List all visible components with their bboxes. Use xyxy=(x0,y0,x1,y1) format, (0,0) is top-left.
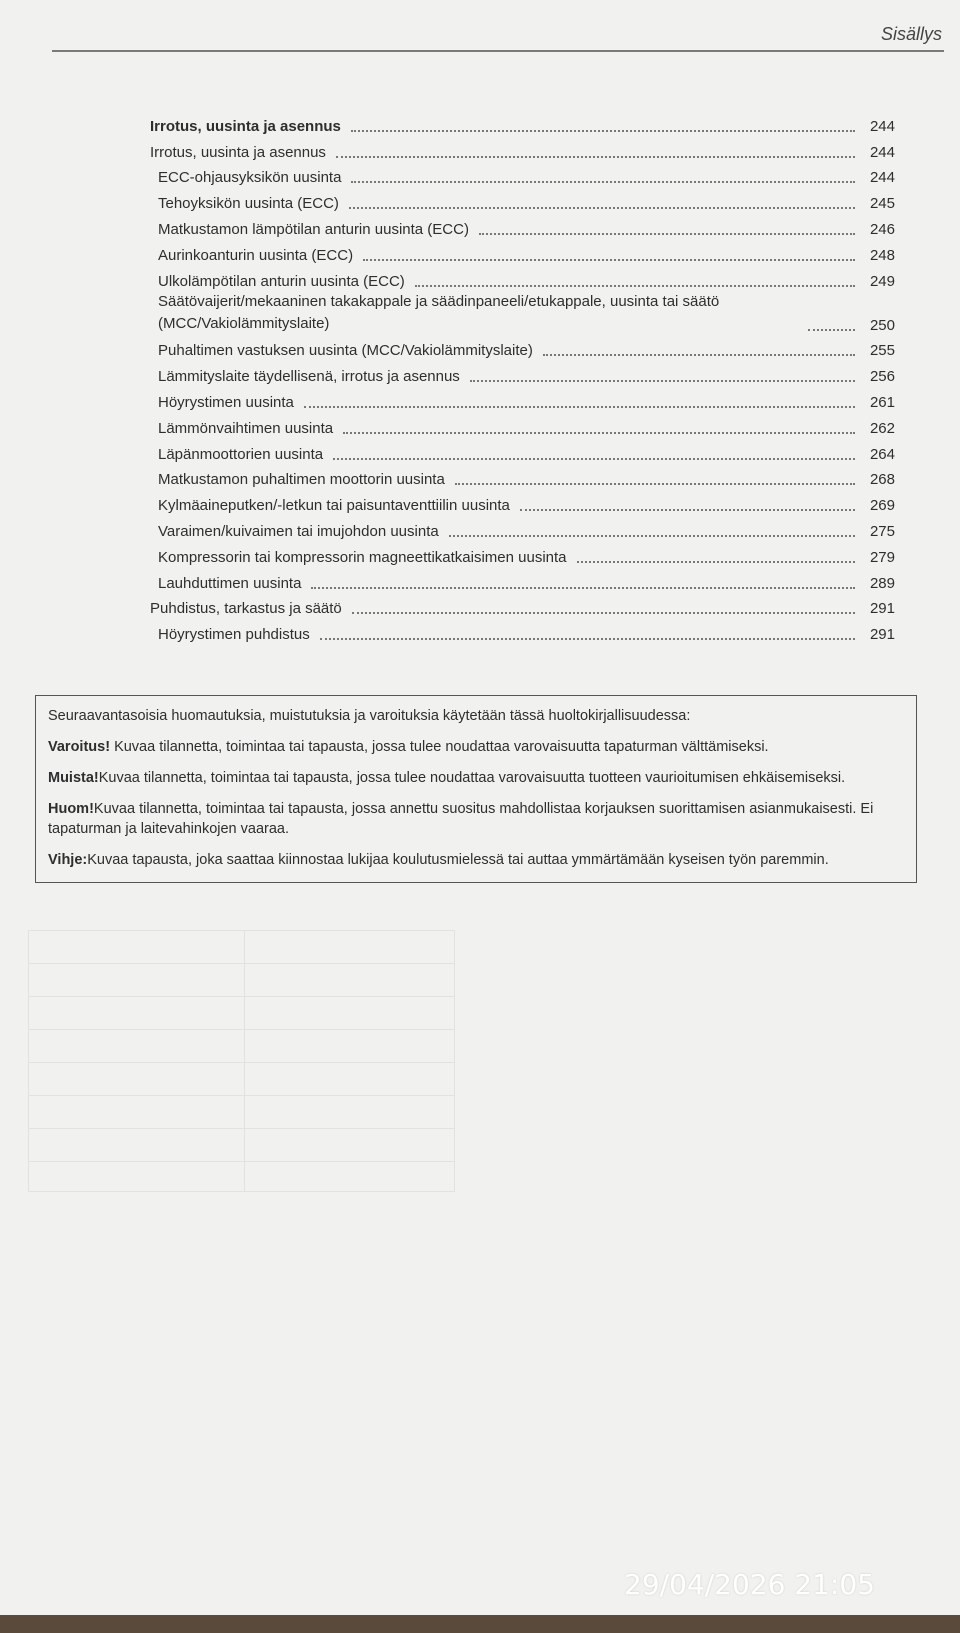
toc-page-number: 245 xyxy=(869,195,895,213)
toc-entry-title: Matkustamon lämpötilan anturin uusinta (ECC) xyxy=(158,220,469,238)
toc-entry xyxy=(150,335,895,361)
toc-dot-leader xyxy=(415,285,855,287)
toc-page-number: 261 xyxy=(869,393,895,411)
toc-page-number: 289 xyxy=(869,574,895,592)
toc-page-number: 248 xyxy=(869,246,895,264)
toc-dot-leader xyxy=(304,406,855,408)
toc-entry xyxy=(150,412,895,438)
toc-entry xyxy=(150,386,895,412)
toc-entry xyxy=(150,162,895,188)
toc-entry-title: Puhdistus, tarkastus ja säätö xyxy=(150,600,342,618)
toc-dot-leader xyxy=(351,181,855,183)
toc-page-number: 268 xyxy=(869,471,895,489)
toc-entry xyxy=(150,489,895,515)
toc-dot-leader xyxy=(543,354,855,356)
toc-entry-title: Aurinkoanturin uusinta (ECC) xyxy=(158,246,354,264)
toc-entry-title: Matkustamon puhaltimen moottorin uusinta xyxy=(158,471,445,489)
toc-entry-title: Kylmäaineputken/-letkun tai paisuntaventtiilin uusinta xyxy=(158,497,510,515)
toc-dot-leader xyxy=(352,612,855,614)
toc-entry-title: Irrotus, uusinta ja asennus xyxy=(150,117,341,135)
toc-entry-title: Varaimen/kuivaimen tai imujohdon uusinta xyxy=(158,522,439,540)
toc-entry-title: Tehoyksikön uusinta (ECC) xyxy=(158,195,339,213)
toc-entry xyxy=(150,593,895,619)
toc-page-number: 291 xyxy=(869,600,895,618)
toc-entry-title: Lauhduttimen uusinta xyxy=(158,574,302,592)
toc-page-number: 250 xyxy=(869,316,895,334)
toc-dot-leader xyxy=(455,483,855,485)
note-warning: Varoitus! Kuvaa tilannetta, toimintaa tai tapausta, jossa tulee noudattaa varovaisuutta tapaturman välttämiseksi. xyxy=(48,739,769,755)
toc-entry xyxy=(150,136,895,162)
toc-entry xyxy=(150,567,895,593)
note-attention: Huom!Kuvaa tilannetta, toimintaa tai tapausta, jossa annettu suositus mahdollistaa korjauksen suorittamisen asianmukaisesti. Ei tapaturman ja laitevahinkojen vaaraa. xyxy=(48,801,874,837)
toc-dot-leader xyxy=(449,535,855,537)
page-header-title: Sisällys xyxy=(880,24,942,44)
toc-dot-leader xyxy=(577,561,855,563)
toc-entry xyxy=(150,360,895,386)
toc-dot-leader xyxy=(363,259,855,261)
toc-dot-leader xyxy=(808,329,855,331)
photo-timestamp: 29/04/2026 21:05 xyxy=(624,1568,875,1601)
toc-entry xyxy=(150,438,895,464)
toc-entry-title: ECC-ohjausyksikön uusinta xyxy=(158,169,342,187)
toc-page-number: 291 xyxy=(869,626,895,644)
toc-entry xyxy=(150,291,895,335)
toc-entry xyxy=(150,213,895,239)
toc-entry-title: Lämmityslaite täydellisenä, irrotus ja asennus xyxy=(158,368,460,386)
toc-entry xyxy=(150,187,895,213)
toc-entry-title: Läpänmoottorien uusinta xyxy=(158,445,324,463)
note-remember: Muista!Kuvaa tilannetta, toimintaa tai tapausta, jossa tulee noudattaa varovaisuutta tuotteen vaurioitumisen ehkäisemiseksi. xyxy=(48,770,846,786)
toc-entry-title: Ulkolämpötilan anturin uusinta (ECC) xyxy=(158,272,405,290)
toc-entry-title: Irrotus, uusinta ja asennus xyxy=(150,143,326,161)
toc-page-number: 262 xyxy=(869,419,895,437)
table-of-contents xyxy=(150,110,895,644)
faint-show-through-table xyxy=(28,930,455,1192)
toc-entry xyxy=(150,515,895,541)
toc-entry-title: Höyrystimen puhdistus xyxy=(158,626,310,644)
toc-dot-leader xyxy=(479,233,855,235)
toc-page-number: 269 xyxy=(869,497,895,515)
header-rule xyxy=(52,50,944,52)
toc-page-number: 256 xyxy=(869,368,895,386)
toc-dot-leader xyxy=(320,638,855,640)
toc-page-number: 246 xyxy=(869,220,895,238)
desk-edge xyxy=(0,1615,960,1633)
toc-page-number: 255 xyxy=(869,342,895,360)
toc-entry xyxy=(150,618,895,644)
toc-entry-title: Puhaltimen vastuksen uusinta (MCC/Vakiolämmityslaite) xyxy=(158,342,533,360)
toc-entry xyxy=(150,464,895,490)
toc-entry-title: Kompressorin tai kompressorin magneettikatkaisimen uusinta xyxy=(158,548,567,566)
toc-dot-leader xyxy=(311,587,855,589)
note-tip: Vihje:Kuvaa tapausta, joka saattaa kiinnostaa lukijaa koulutusmielessä tai auttaa ymmärtämään kyseisen työn paremmin. xyxy=(48,852,829,868)
notes-intro: Seuraavantasoisia huomautuksia, muistutuksia ja varoituksia käytetään tässä huoltokirjallisuudessa: xyxy=(48,708,691,724)
toc-entry xyxy=(150,541,895,567)
toc-page-number: 279 xyxy=(869,548,895,566)
toc-entry xyxy=(150,265,895,291)
toc-page-number: 249 xyxy=(869,272,895,290)
toc-page-number: 244 xyxy=(869,117,895,135)
toc-dot-leader xyxy=(343,432,855,434)
toc-entry xyxy=(150,239,895,265)
toc-entry-title: Höyrystimen uusinta xyxy=(158,393,294,411)
toc-page-number: 264 xyxy=(869,445,895,463)
toc-dot-leader xyxy=(351,130,855,132)
toc-entry-title: Säätövaijerit/mekaaninen takakappale ja säädinpaneeli/etukappale, uusinta tai säätö (MCC/Vakiolämmityslaite) xyxy=(158,292,720,332)
toc-dot-leader xyxy=(336,156,855,158)
toc-dot-leader xyxy=(349,207,855,209)
toc-dot-leader xyxy=(470,380,855,382)
toc-dot-leader xyxy=(333,458,855,460)
toc-page-number: 244 xyxy=(869,169,895,187)
notes-box xyxy=(35,695,917,883)
toc-entry xyxy=(150,110,895,136)
toc-page-number: 244 xyxy=(869,143,895,161)
toc-dot-leader xyxy=(520,509,855,511)
toc-entry-title: Lämmönvaihtimen uusinta xyxy=(158,419,334,437)
toc-page-number: 275 xyxy=(869,522,895,540)
